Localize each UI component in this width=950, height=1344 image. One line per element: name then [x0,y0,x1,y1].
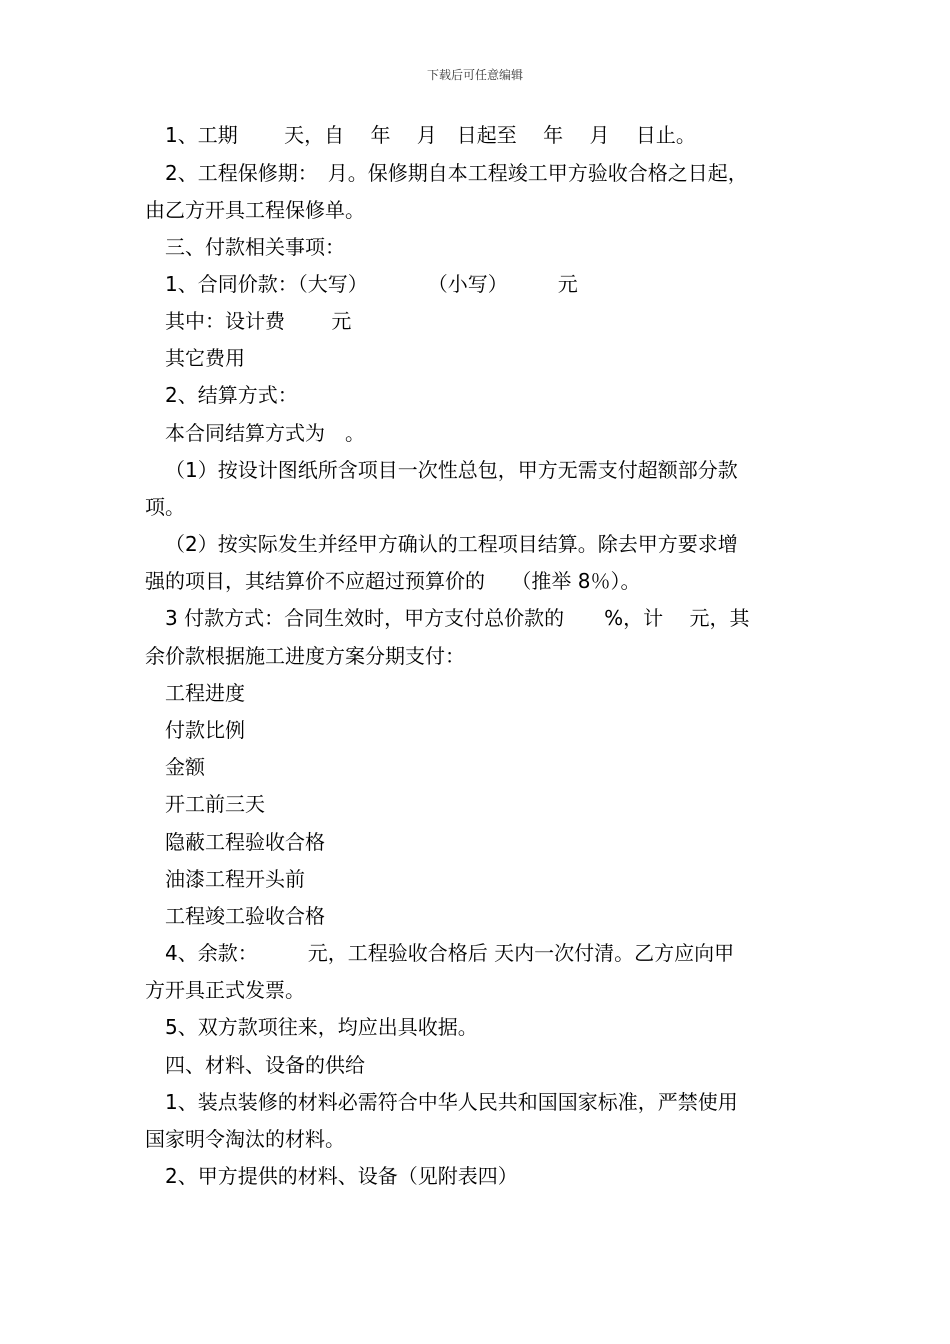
text-line: 金额 [165,755,205,779]
text-line: 工程竣工验收合格 [165,904,325,928]
text-line: 其它费用 [165,346,245,370]
text-line: 隐蔽工程验收合格 [165,830,325,854]
text-line: 2、甲方提供的材料、设备（见附表四） [165,1164,518,1188]
text-line: 开工前三天 [165,792,265,816]
text-line: 2、结算方式： [165,383,298,407]
text-line: 5、双方款项往来，均应出具收据。 [165,1015,478,1039]
text-line: 项。 [145,495,185,519]
text-line: 2、工程保修期： 月。保修期自本工程竣工甲方验收合格之日起， [165,161,748,185]
text-line: （2）按实际发生并经甲方确认的工程项目结算。除去甲方要求增 [165,532,738,556]
text-line: 4、余款： 元，工程验收合格后 天内一次付清。乙方应向甲 [165,941,735,965]
text-line: 3 付款方式：合同生效时，甲方支付总价款的 %，计 元，其 [165,606,750,630]
section-heading: 四、材料、设备的供给 [165,1053,365,1077]
text-line: 国家明令淘汰的材料。 [145,1127,345,1151]
text-line: 油漆工程开头前 [165,867,305,891]
text-line: 本合同结算方式为 。 [165,421,365,445]
text-line: 余价款根据施工进度方案分期支付： [145,644,465,668]
text-line: 其中：设计费 元 [165,309,352,333]
text-line: 方开具正式发票。 [145,978,305,1002]
text-line: 由乙方开具工程保修单。 [145,198,365,222]
text-line: 强的项目，其结算价不应超过预算价的 （推举 8％）。 [145,569,641,593]
text-line: 付款比例 [165,718,245,742]
text-line: 1、合同价款：（大写） （小写） 元 [165,272,578,296]
text-line: 工程进度 [165,681,245,705]
text-line: 1、装点装修的材料必需符合中华人民共和国国家标准，严禁使用 [165,1090,738,1114]
text-line: （1）按设计图纸所含项目一次性总包，甲方无需支付超额部分款 [165,458,738,482]
text-line: 1、工期 天，自 年 月 日起至 年 月 日止。 [165,123,696,147]
section-heading: 三、付款相关事项： [165,235,345,259]
page-header: 下载后可任意编辑 [426,68,523,82]
